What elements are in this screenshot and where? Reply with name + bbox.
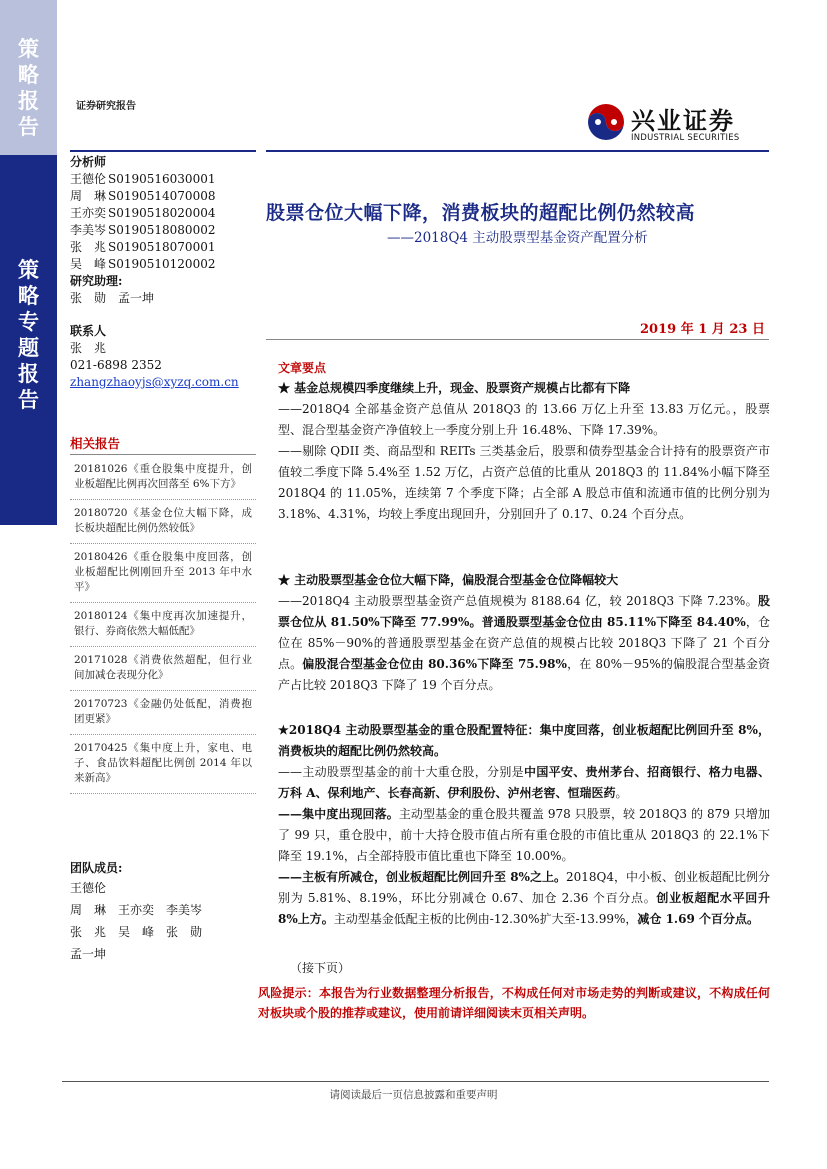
related-report-item[interactable]: 20170723《金融仍处低配，消费抱团更紧》 (70, 691, 256, 735)
risk-warning: 风险提示：本报告为行业数据整理分析报告，不构成任何对市场走势的判断或建议，不构成任何对板块或个股的推荐或建议，使用前请详细阅读末页相关声明。 (258, 986, 770, 1020)
analyst-row (70, 188, 256, 205)
footer-disclaimer: 请阅读最后一页信息披露和重要声明 (329, 1089, 498, 1101)
key-point-1 (278, 378, 770, 525)
related-report-item[interactable]: 20171028《消费依然超配，但行业间加减仓表现分化》 (70, 647, 256, 691)
team-member-line: 周 琳 王亦奕 李美岑 (70, 903, 203, 917)
analyst-row (70, 171, 256, 188)
assistants-heading: 研究助理: (70, 274, 123, 288)
left-band-top (0, 0, 57, 155)
swirl-logo-icon (586, 102, 626, 142)
analyst-name: 李美岑 (70, 223, 107, 237)
continued-next-page: （接下页） (290, 961, 351, 975)
contact-email-link[interactable]: zhangzhaoyjs@xyzq.com.cn (70, 375, 239, 389)
analyst-license-id: S0190518020004 (108, 206, 216, 220)
key-point-2-heading: ★ 主动股票型基金仓位大幅下降，偏股混合型基金仓位降幅较大 (278, 573, 619, 587)
related-report-item[interactable]: 20180426《重仓股集中度回落，创业板超配比例刚回升至 2013 年中水平》 (70, 544, 256, 603)
related-reports-heading: 相关报告 (70, 436, 121, 451)
band-label-report: 策 略 报 告 (18, 36, 39, 139)
key-point-3-para-1: ——主动股票型基金的前十大重仓股，分别是中国平安、贵州茅台、招商银行、格力电器、万科 A、保利地产、长春高新、伊利股份、泸州老窖、恒瑞医药。 (278, 765, 770, 800)
related-reports-divider (70, 454, 256, 455)
report-subtitle: ——2018Q4 主动股票型基金资产配置分析 (387, 230, 648, 246)
analyst-name: 张 兆 (70, 240, 107, 254)
team-member-line: 王德伦 (70, 881, 107, 895)
team-list (70, 877, 256, 965)
company-logo (586, 100, 756, 146)
key-point-3-para-3: ——主板有所减仓，创业板超配比例回升至 8%之上。2018Q4，中小板、创业板超配比例分别为 5.81%、8.19%，环比分别减仓 0.67、加仓 2.36 个百分点。创业板超配水平回升 8%上方。主动型基金低配主板的比例由-12.30%扩大至-13.99%，减仓 1.69 个百分点。 (278, 870, 770, 926)
analyst-license-id: S0190510120002 (108, 257, 216, 271)
key-point-2-para-1: ——2018Q4 主动股票型基金资产总值规模为 8188.64 亿，较 2018Q3 下降 7.23%。股票仓位从 81.50%下降至 77.99%。普通股票型基金仓位由 85.11%下降至 84.40%，仓位在 85%－90%的普通股票型基金在资产总值的规模占比较 2018Q3 下降了 21 个百分点。偏股混合型基金仓位由 80.36%下降至 75.98%，在 80%－95%的偏股混合型基金资产占比较 2018Q3 下降了 19 个百分点。 (278, 594, 770, 692)
related-report-item[interactable]: 20181026《重仓股集中度提升，创业板超配比例再次回落至 6%下方》 (70, 456, 256, 500)
analyst-name: 吴 峰 (70, 257, 107, 271)
analyst-list (70, 171, 256, 273)
left-band-bottom (0, 155, 57, 525)
analyst-name: 王亦奕 (70, 206, 107, 220)
assistants-names: 张 勋 孟一坤 (70, 291, 155, 305)
key-point-1-para-1: ——2018Q4 全部基金资产总值从 2018Q3 的 13.66 万亿上升至 13.83 万亿元。，股票型、混合型基金资产净值较上一季度分别上升 16.48%、下降 17.39%。 (278, 402, 770, 437)
report-title: 股票仓位大幅下降，消费板块的超配比例仍然较高 (266, 202, 696, 224)
team-member-line: 孟一坤 (70, 947, 107, 961)
key-point-2 (278, 570, 770, 696)
report-date: 2019 年 1 月 23 日 (640, 322, 765, 337)
contact-name: 张 兆 (70, 341, 107, 355)
key-point-1-para-2: ——剔除 QDII 类、商品型和 REITs 三类基金后，股票和债券型基金合计持有的股票资产市值较二季度下降 5.4%至 1.52 万亿，占资产总值的比重从 2018Q3 的 11.84%小幅下降至 2018Q4 的 11.05%，连续第 7 个季度下降；占全部 A 股总市值和流通市值的比例分别为 3.18%、4.31%，均较上季度出现回升，分别回升了 0.17、0.24 个百分点。 (278, 444, 770, 521)
key-point-3-para-2: ——集中度出现回落。主动型基金的重仓股共覆盖 978 只股票，较 2018Q3 的 879 只增加了 99 只，重仓股中，前十大持仓股市值占所有重仓股的市值比重从 2018Q3 的 22.1%下降至 19.1%，占全部持股市值比重也下降至 10.00%。 (278, 807, 770, 863)
analyst-row (70, 256, 256, 273)
related-reports-list (70, 456, 256, 794)
analyst-row (70, 239, 256, 256)
team-member-line: 张 兆 吴 峰 张 勋 (70, 925, 203, 939)
band-label-special-report: 策 略 专 题 报 告 (18, 257, 39, 412)
analyst-name: 周 琳 (70, 189, 107, 203)
key-point-3 (278, 720, 770, 930)
contact-heading: 联系人 (70, 324, 107, 338)
section-title: 文章要点 (278, 361, 327, 375)
analyst-row (70, 205, 256, 222)
header-divider-left (70, 150, 256, 152)
footer-divider (62, 1081, 769, 1082)
team-members (70, 860, 256, 965)
report-type-label: 证券研究报告 (76, 101, 136, 112)
analyst-name: 王德伦 (70, 172, 107, 186)
date-divider (266, 339, 769, 340)
related-report-item[interactable]: 20170425《集中度上升，家电、电子、食品饮料超配比例创 2014 年以来新高》 (70, 735, 256, 794)
logo-english-name: INDUSTRIAL SECURITIES (631, 132, 740, 142)
related-report-item[interactable]: 20180124《集中度再次加速提升，银行、券商依然大幅低配》 (70, 603, 256, 647)
analyst-license-id: S0190518070001 (108, 240, 216, 254)
analyst-license-id: S0190516030001 (108, 172, 216, 186)
team-heading: 团队成员: (70, 861, 123, 875)
contact-phone: 021-6898 2352 (70, 358, 162, 372)
logo-chinese-name: 兴业证券 (631, 107, 735, 135)
analyst-license-id: S0190518080002 (108, 223, 216, 237)
related-report-item[interactable]: 20180720《基金仓位大幅下降，成长板块超配比例仍然较低》 (70, 500, 256, 544)
key-point-1-heading: ★ 基金总规模四季度继续上升，现金、股票资产规模占比都有下降 (278, 381, 631, 395)
analyst-sidebar (70, 154, 256, 391)
key-point-3-heading: ★2018Q4 主动股票型基金的重仓股配置特征：集中度回落，创业板超配比例回升至 8%，消费板块的超配比例仍然较高。 (278, 723, 770, 758)
header-divider-right (266, 150, 769, 152)
analyst-license-id: S0190514070008 (108, 189, 216, 203)
analyst-row (70, 222, 256, 239)
analysts-heading: 分析师 (70, 155, 107, 169)
